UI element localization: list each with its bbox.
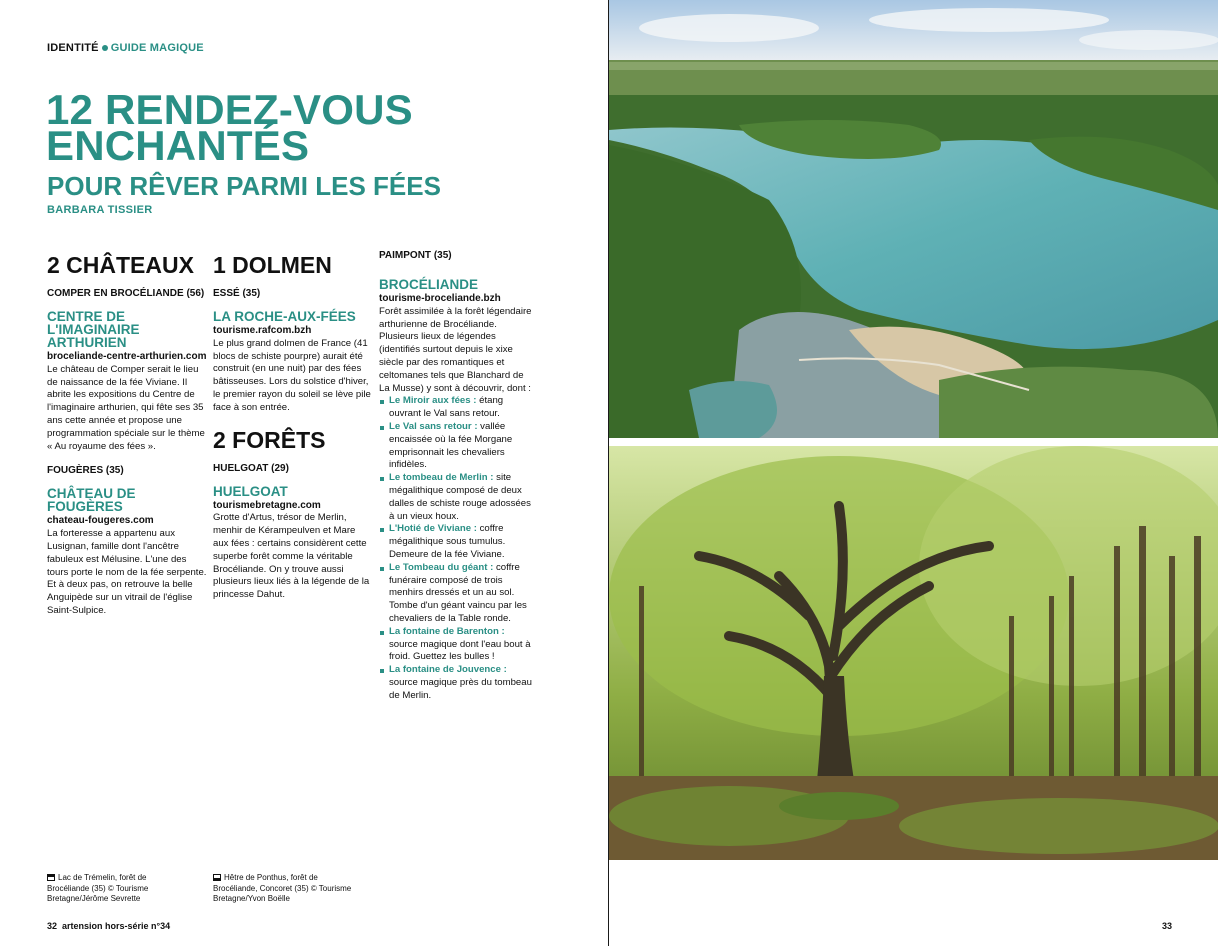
list-item-label: L'Hotié de Viviane : (389, 523, 477, 535)
column-1 (47, 248, 207, 630)
rubric-label: IDENTITÉ (47, 42, 99, 54)
beech-tree-image (609, 446, 1218, 860)
place-roche-aux-fees: LA ROCHE-AUX-FÉES (213, 309, 356, 324)
list-item-text: source magique dont l'eau bout à froid. Guettez les bulles ! (389, 638, 531, 663)
photo-bottom-icon (213, 874, 221, 881)
photo-lake-tremelin (609, 0, 1218, 438)
list-item (379, 421, 534, 472)
photo-caption-lake (47, 873, 187, 905)
lake-aerial-image (609, 0, 1218, 438)
list-item-text: coffre mégalithique sous tumulus. Demeure de la fée Viviane. (389, 523, 506, 560)
legend-sites-list (379, 395, 534, 702)
place-huelgoat: HUELGOAT (213, 483, 288, 499)
section-title-dolmen: 1 DOLMEN (213, 252, 332, 278)
list-item (379, 523, 534, 561)
caption-text: Lac de Trémelin, forêt de Brocéliande (35) © Tourisme Bretagne/Jérôme Sevrette (47, 873, 149, 903)
location-esse: ESSÉ (35) (213, 288, 261, 299)
list-item-text: coffre funéraire composé de trois menhirs dressés et un au sol. Tombe d'un géant vaincu par les chevaliers de la Table ronde. (389, 561, 527, 624)
list-item-label: Le tombeau de Merlin : (389, 472, 494, 484)
website-link[interactable]: tourisme-broceliande.bzh (379, 293, 501, 304)
place-centre-imaginaire: CENTRE DE L'IMAGINAIRE ARTHURIEN (47, 309, 140, 350)
title-line-2: ENCHANTÉS (46, 122, 310, 169)
place-chateau-fougeres: CHÂTEAU DE FOUGÈRES (47, 486, 136, 515)
column-2 (213, 248, 373, 614)
list-item (379, 562, 534, 626)
page-title (46, 86, 566, 169)
location-fougeres: FOUGÈRES (35) (47, 465, 124, 477)
location-comper: COMPER EN BROCÉLIANDE (56) (47, 288, 205, 299)
website-link[interactable]: broceliande-centre-arthurien.com (47, 351, 207, 362)
rubric (47, 42, 204, 54)
list-item (379, 626, 534, 664)
list-item (379, 395, 534, 421)
list-item-text: vallée encaissée où la fée Morgane emprisonnait les chevaliers infidèles. (389, 420, 513, 471)
list-item-label: Le Tombeau du géant : (389, 561, 494, 573)
list-item-label: Le Val sans retour : (389, 420, 478, 432)
photo-caption-tree (213, 873, 353, 905)
place-broceliande: BROCÉLIANDE (379, 277, 479, 292)
location-huelgoat: HUELGOAT (29) (213, 462, 289, 474)
entry-text: Le château de Comper serait le lieu de naissance de la fée Viviane. Il abrite les expositions du Centre de l'imaginaire arthurien, qui fête ses 35 ans cette année et propose une programmation spéciale sur le thème « Au royaume des fées ». (47, 363, 205, 452)
list-item (379, 472, 534, 523)
website-link[interactable]: chateau-fougeres.com (47, 515, 154, 527)
entry-text: Le plus grand dolmen de France (41 blocs de schiste pourpre) aurait été construit (en une nuit) par des fées bâtisseuses. Lors du solstice d'hiver, le premier rayon du soleil se lève pile face à son entrée. (213, 337, 371, 413)
rubric-dot-icon (102, 45, 108, 51)
page-subtitle: POUR RÊVER PARMI LES FÉES (47, 171, 441, 201)
right-page (609, 0, 1218, 946)
list-item-label: La fontaine de Jouvence : (389, 664, 507, 676)
title-line-1: 12 RENDEZ-VOUS (46, 86, 413, 133)
website-link[interactable]: tourisme.rafcom.bzh (213, 325, 312, 336)
list-item-text: site mégalithique composé de deux dalles de schiste rouge adossées à un vieux houx. (389, 472, 531, 522)
list-item-text: étang ouvrant le Val sans retour. (389, 395, 504, 420)
list-item-label: La fontaine de Barenton : (389, 625, 505, 637)
column-3 (379, 248, 534, 703)
entry-text: La forteresse a appartenu aux Lusignan, famille dont l'ancêtre fabuleux est Mélusine. L'une des tours porte le nom de la fée serpente. Et à deux pas, on retrouve la belle Anguipède sur un vitrail de l'église Saint-Sulpice. (47, 528, 207, 616)
location-paimpont: PAIMPONT (35) (379, 250, 452, 261)
section-title-forets: 2 FORÊTS (213, 426, 326, 453)
entry-text: Grotte d'Artus, trésor de Merlin, menhir de Kérampeulven et Mare aux fées : certains considèrent cette superbe forêt comme la véritable Brocéliande. On y trouve aussi plusieurs lieux liés à la légende de la princesse Dahut. (213, 512, 370, 601)
folio-left (47, 921, 170, 931)
list-item-label: Le Miroir aux fées : (389, 395, 477, 407)
entry-text: Forêt assimilée à la forêt légendaire arthurienne de Brocéliande. Plusieurs lieux de légendes (identifiés surtout depuis le xixe siècle par des romantiques et celtomanes tels que Blanchard de La Musse) y sont à découvrir, dont : (379, 305, 532, 394)
list-item-text: source magique près du tombeau de Merlin. (389, 676, 532, 701)
author: BARBARA TISSIER (47, 204, 153, 216)
photo-hetre-ponthus (609, 446, 1218, 860)
caption-text: Hêtre de Ponthus, forêt de Brocéliande, Concoret (35) © Tourisme Bretagne/Yvon Boëlle (213, 873, 352, 903)
page-number-left: 32 (47, 921, 58, 931)
photo-top-icon (47, 874, 55, 881)
website-link[interactable]: tourismebretagne.com (213, 499, 321, 511)
rubric-sub-label: GUIDE MAGIQUE (110, 42, 204, 54)
section-title-chateaux: 2 CHÂTEAUX (47, 252, 194, 278)
list-item (379, 664, 534, 702)
magazine-name: artension hors-série n°34 (62, 921, 171, 931)
folio-right: 33 (1162, 921, 1173, 931)
